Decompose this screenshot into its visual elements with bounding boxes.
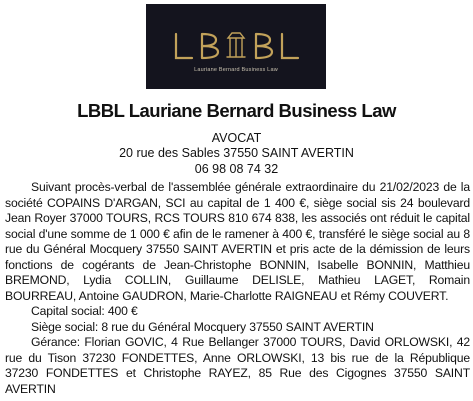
firm-name-heading: LBBL Lauriane Bernard Business Law xyxy=(77,100,396,121)
notice-paragraph-main: Suivant procès-verbal de l'assemblée générale extraordinaire du 21/02/2023 de la société COPAINS D'ARGAN, SCI au capital de 1 400 €, siège social sis 24 boulevard Jean Royer 37000 TOURS, RCS TOURS 810 674 838, les associés ont réduit le capital social d'une somme de 1 000 € afin de le ramener à 400 €, transféré le siège social au 8 rue du Général Mocquery 37550 SAINT AVERTIN et pris acte de la démission de leurs fonctions de cogérants de Jean-Christophe BONNIN, Isabelle BONNIN, Matthieu BREMOND, Lydia COLLIN, Guillaume DELISLE, Mathieu LAGET, Romain BOURREAU, Antoine GAUDRON, Marie-Charlotte RAIGNEAU et Rémy COUVERT. xyxy=(5,180,470,303)
logo-subtitle: Lauriane Bernard Business Law xyxy=(194,67,278,73)
notice-paragraph-gerance: Gérance: Florian GOVIC, 4 Rue Bellanger 37000 TOURS, David ORLOWSKI, 42 rue du Tison 37230 FONDETTES, Anne ORLOWSKI, 13 bis rue de la République 37230 FONDETTES et Christophe RAYEZ, 85 Rue des Cigognes 37550 SAINT AVERTIN xyxy=(5,335,470,396)
lawyer-role: AVOCAT xyxy=(211,131,262,145)
firm-phone: 06 98 08 74 32 xyxy=(194,162,279,176)
logo-letter-b-first xyxy=(202,34,218,58)
logo-letter-l-left xyxy=(176,34,192,58)
logo-letter-b-second xyxy=(256,34,272,58)
firm-address: 20 rue des Sables 37550 SAINT AVERTIN xyxy=(119,146,354,160)
notice-paragraph-capital: Capital social: 400 € xyxy=(31,304,138,318)
firm-logo xyxy=(146,4,326,89)
logo-column-glyph xyxy=(227,33,245,57)
lbbl-monogram-logo xyxy=(146,30,326,64)
legal-notice-body xyxy=(5,180,470,397)
logo-letter-l-right xyxy=(282,34,298,58)
notice-paragraph-siege: Siège social: 8 rue du Général Mocquery 37550 SAINT AVERTIN xyxy=(31,319,374,334)
